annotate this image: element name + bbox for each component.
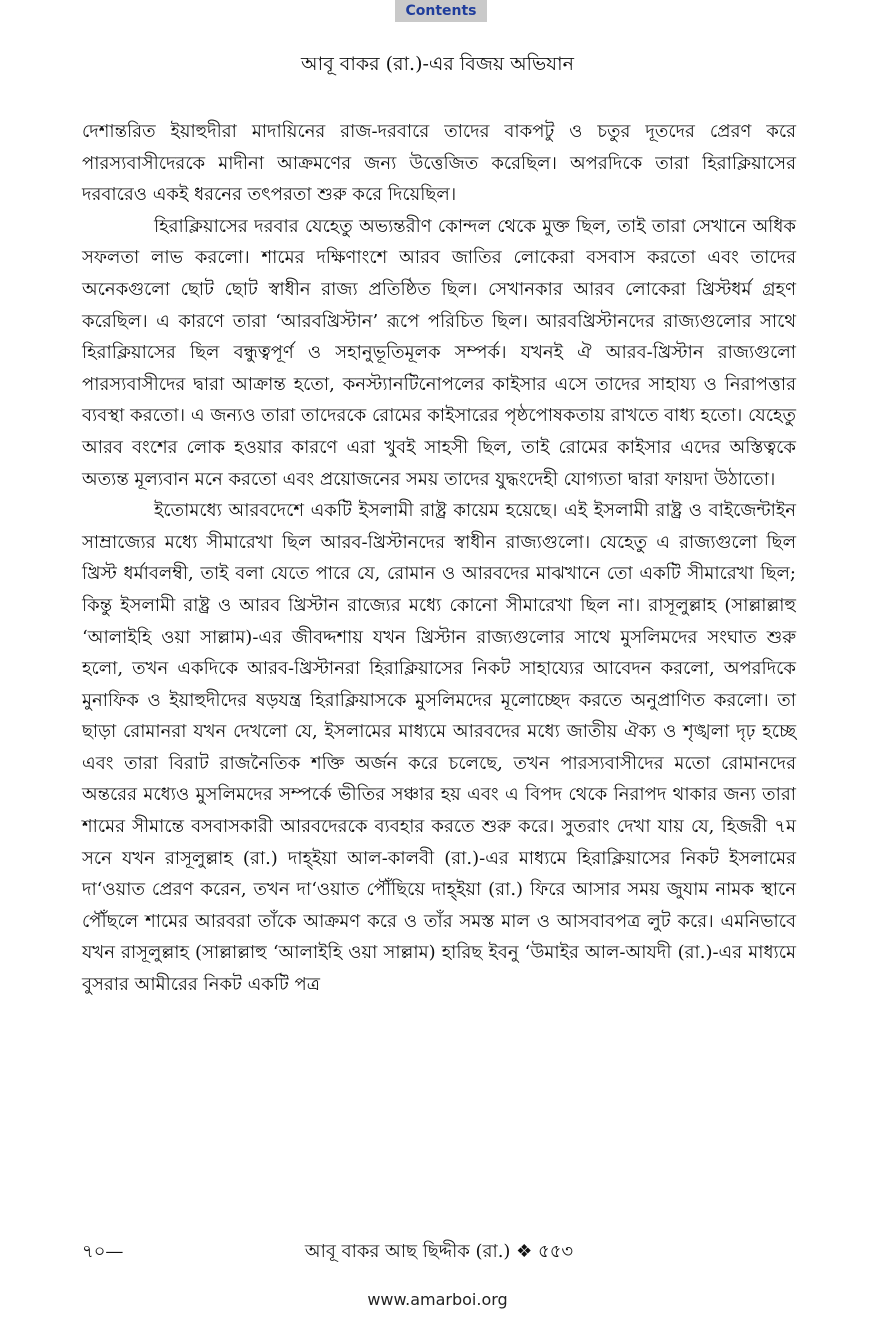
paragraph-2: হিরাক্লিয়াসের দরবার যেহেতু অভ্যন্তরীণ কোন্দল থেকে মুক্ত ছিল, তাই তারা সেখানে অধিক সফলতা লাভ করলো। শামের দক্ষিণাংশে আরব জাতির লোকেরা বসবাস করতো এবং তাদের অনেকগুলো ছোট ছোট স্বাধীন রাজ্য প্রতিষ্ঠিত ছিল। সেখানকার আরব লোকেরা খ্রিস্টধর্ম গ্রহণ করেছিল। এ কারণে তারা ‘আরবখ্রিস্টান’ রূপে পরিচিত ছিল। আরবখ্রিস্টানদের রাজ্যগুলোর সাথে হিরাক্লিয়াসের ছিল বন্ধুত্বপূর্ণ ও সহানুভূতিমূলক সম্পর্ক। যখনই ঐ আরব-খ্রিস্টান রাজ্যগুলো পারস্যবাসীদের দ্বারা আক্রান্ত হতো, কনস্ট্যানটিনোপলের কাইসার এসে তাদের সাহায্য ও নিরাপত্তার ব্যবস্থা করতো। এ জন্যও তারা তাদেরকে রোমের কাইসারের পৃষ্ঠপোষকতায় রাখতে বাধ্য হতো। যেহেতু আরব বংশের লোক হওয়ার কারণে এরা খুবই সাহসী ছিল, তাই রোমের কাইসার এদের অস্তিত্বকে অত্যন্ত মূল্যবান মনে করতো এবং প্রয়োজনের সময় তাদের যুদ্ধংদেহী যোগ্যতা দ্বারা ফায়দা উঠাতো। (82, 215, 796, 490)
body-text (82, 116, 796, 1001)
footer-book-title: আবূ বাকর আছ ছিদ্দীক (রা.) ❖ ৫৫৩ (304, 1241, 574, 1262)
page-number: ৭০— (82, 1241, 124, 1262)
running-title: আবূ বাকর (রা.)-এর বিজয় অভিযান (301, 53, 574, 75)
contents-link[interactable]: Contents (395, 0, 487, 22)
paragraph-3: ইতোমধ্যে আরবদেশে একটি ইসলামী রাষ্ট্র কায়েম হয়েছে। এই ইসলামী রাষ্ট্র ও বাইজেন্টাইন সাম্রাজ্যের মধ্যে সীমারেখা ছিল আরব-খ্রিস্টানদের স্বাধীন রাজ্যগুলো। যেহেতু এ রাজ্যগুলো ছিল খ্রিস্ট ধর্মাবলম্বী, তাই বলা যেতে পারে যে, রোমান ও আরবদের মাঝখানে তো একটি সীমারেখা ছিল; কিন্তু ইসলামী রাষ্ট্র ও আরব খ্রিস্টান রাজ্যের মধ্যে কোনো সীমারেখা ছিল না। রাসূলুল্লাহ (সাল্লাল্লাহু ‘আলাইহি ওয়া সাল্লাম)-এর জীবদ্দশায় যখন খ্রিস্টান রাজ্যগুলোর সাথে মুসলিমদের সংঘাত শুরু হলো, তখন একদিকে আরব-খ্রিস্টানরা হিরাক্লিয়াসের নিকট সাহায্যের আবেদন করলো, অপরদিকে মুনাফিক ও ইয়াহুদীদের ষড়যন্ত্র হিরাক্লিয়াসকে মুসলিমদের মূলোচ্ছেদ করতে অনুপ্রাণিত করলো। তা ছাড়া রোমানরা যখন দেখলো যে, ইসলামের মাধ্যমে আরবদের মধ্যে জাতীয় ঐক্য ও শৃঙ্খলা দৃঢ় হচ্ছে এবং তারা বিরাট রাজনৈতিক শক্তি অর্জন করে চলেছে, তখন পারস্যবাসীদের মতো রোমানদের অন্তরের মধ্যেও মুসলিমদের সম্পর্কে ভীতির সঞ্চার হয় এবং এ বিপদ থেকে নিরাপদ থাকার জন্য তারা শামের সীমান্তে বসবাসকারী আরবদেরকে ব্যবহার করতে শুরু করে। সুতরাং দেখা যায় যে, হিজরী ৭ম সনে যখন রাসূলুল্লাহ (রা.) দাহ্ইয়া আল-কালবী (রা.)-এর মাধ্যমে হিরাক্লিয়াসের নিকট ইসলামের দা‘ওয়াত প্রেরণ করেন, তখন দা‘ওয়াত পৌঁছিয়ে দাহ্ইয়া (রা.) ফিরে আসার সময় জুযাম নামক স্থানে পৌঁছলে শামের আরবরা তাঁকে আক্রমণ করে ও তাঁর সমস্ত মাল ও আসবাবপত্র লুট করে। এমনিভাবে যখন রাসূলুল্লাহ (সাল্লাল্লাহু ‘আলাইহি ওয়া সাল্লাম) হারিছ ইবনু ‘উমাইর আল-আযদী (রা.)-এর মাধ্যমে বুসরার আমীরের নিকট একটি পত্র (82, 500, 796, 996)
paragraph-1: দেশান্তরিত ইয়াহুদীরা মাদায়িনের রাজ-দরবারে তাদের বাকপটু ও চতুর দূতদের প্রেরণ করে পারস্যবাসীদেরকে মাদীনা আক্রমণের জন্য উত্তেজিত করেছিল। অপরদিকে তারা হিরাক্লিয়াসের দরবারেও একই ধরনের তৎপরতা শুরু করে দিয়েছিল। (82, 121, 796, 206)
source-url[interactable]: www.amarboi.org (367, 1290, 508, 1309)
page-footer (82, 1235, 796, 1269)
